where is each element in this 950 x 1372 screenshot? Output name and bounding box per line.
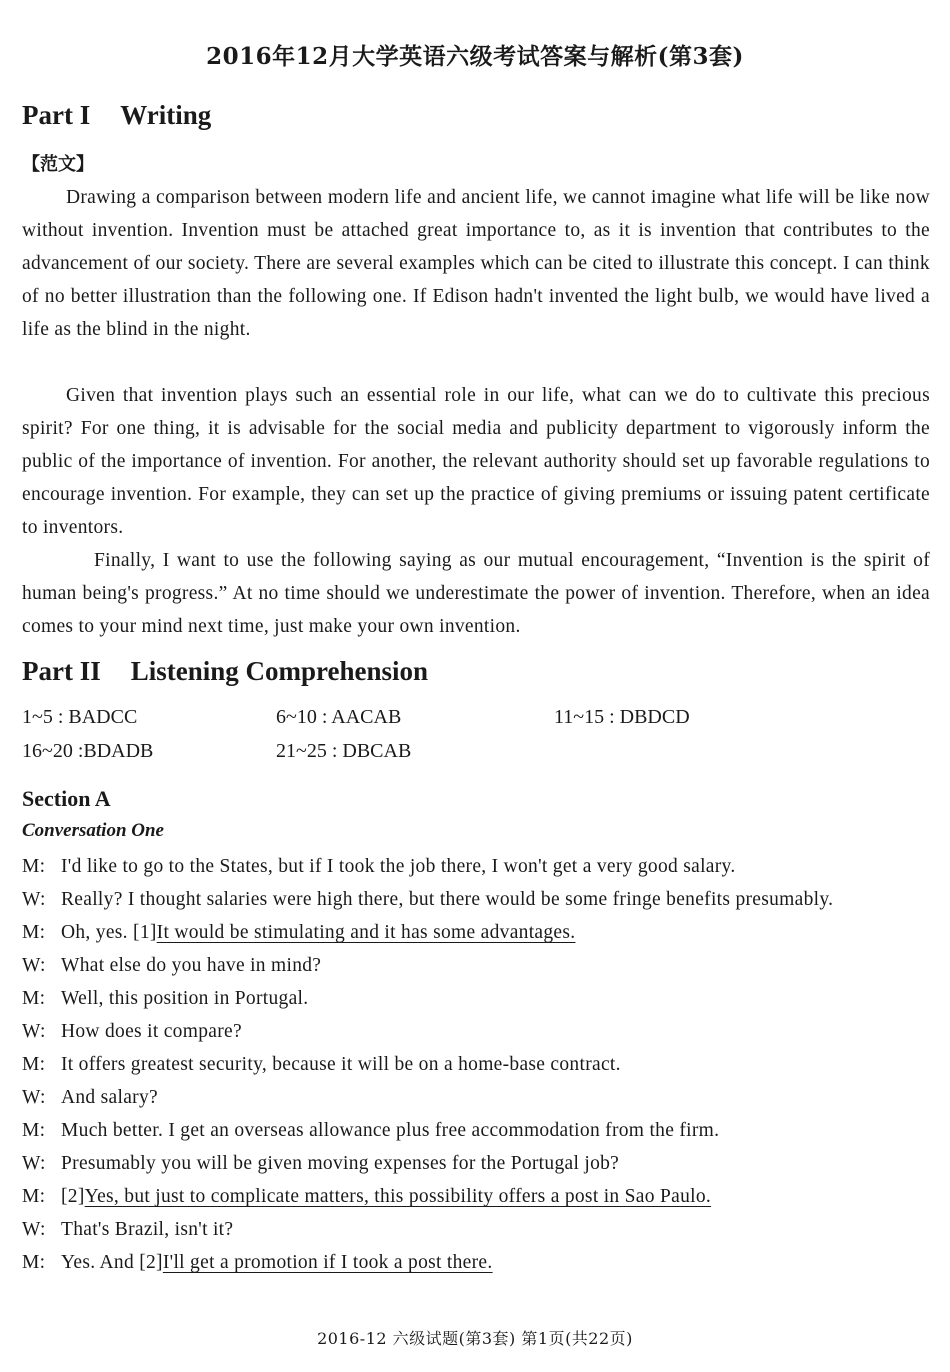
- speaker-label: W:: [22, 1219, 46, 1240]
- dialogue-line: M: I'd like to go to the States, but if I took the job there, I won't get a very good salary.: [22, 850, 930, 883]
- section-heading: Section A: [22, 786, 111, 811]
- dialogue-line: W: How does it compare?: [22, 1015, 930, 1048]
- part1-label: Part I: [22, 100, 91, 130]
- answer-item: 11~15 : DBDCD: [554, 706, 690, 728]
- answer-item: 21~25 : DBCAB: [276, 740, 412, 762]
- speaker-label: W:: [22, 1087, 46, 1108]
- dialogue-line: W: Really? I thought salaries were high there, but there would be some fringe benefits presumably.: [22, 883, 930, 916]
- dialogue-line: W: What else do you have in mind?: [22, 949, 930, 982]
- speaker-label: M:: [22, 922, 46, 943]
- dialogue-line: W: That's Brazil, isn't it?: [22, 1213, 930, 1246]
- speaker-label: M:: [22, 1186, 46, 1207]
- speaker-label: M:: [22, 1054, 46, 1075]
- part2-name: Listening Comprehension: [130, 656, 429, 686]
- speaker-label: W:: [22, 889, 46, 910]
- conversation-heading: Conversation One: [22, 820, 164, 841]
- part2-label: Part II: [22, 656, 101, 686]
- speaker-label: M:: [22, 1252, 46, 1273]
- dialogue-line: M: Well, this position in Portugal.: [22, 982, 930, 1015]
- dialogue-line: M: Yes. And [2]I'll get a promotion if I took a post there.: [22, 1246, 930, 1279]
- dialogue-line: M: [2]Yes, but just to complicate matters, this possibility offers a post in Sao Paulo.: [22, 1180, 930, 1213]
- speaker-label: M:: [22, 988, 46, 1009]
- speaker-label: W:: [22, 1153, 46, 1174]
- essay-paragraph-3: Finally, I want to use the following saying as our mutual encouragement, “Invention is the spirit of human being's progress.” At no time should we underestimate the power of invention. Therefore, when an idea comes to your mind next time, just make your own invention.: [22, 550, 930, 637]
- answer-item: 16~20 :BDADB: [22, 740, 154, 762]
- dialogue-line: M: Much better. I get an overseas allowance plus free accommodation from the firm.: [22, 1114, 930, 1147]
- speaker-label: M:: [22, 1120, 46, 1141]
- speaker-label: W:: [22, 955, 46, 976]
- dialogue-line: W: And salary?: [22, 1081, 930, 1114]
- speaker-label: M:: [22, 856, 46, 877]
- page-footer: 2016-12 六级试题(第3套) 第1页(共22页): [317, 1329, 633, 1348]
- dialogue-line: W: Presumably you will be given moving expenses for the Portugal job?: [22, 1147, 930, 1180]
- speaker-label: W:: [22, 1021, 46, 1042]
- underlined-answer: Yes, but just to complicate matters, this possibility offers a post in Sao Paulo.: [84, 1186, 712, 1207]
- page-title: 2016年12月大学英语六级考试答案与解析(第3套): [206, 43, 744, 70]
- answer-item: 6~10 : AACAB: [276, 706, 402, 728]
- underlined-answer: It would be stimulating and it has some advantages.: [156, 922, 576, 943]
- essay-paragraph-1: Drawing a comparison between modern life and ancient life, we cannot imagine what life will be like now without invention. Invention must be attached great importance to, as it is invention that contributes to the advancement of our society. There are several examples which can be cited to illustrate this concept. I can think of no better illustration than the following one. If Edison hadn't invented the light bulb, we would have lived a life as the blind in the night.: [22, 187, 930, 340]
- dialogue: [22, 850, 930, 1279]
- part1-name: Writing: [120, 100, 212, 130]
- answer-item: 1~5 : BADCC: [22, 706, 138, 728]
- sample-essay-label: 【范文】: [22, 154, 94, 175]
- part1-heading: [22, 100, 211, 131]
- essay-paragraph-2: Given that invention plays such an essential role in our life, what can we do to cultivate this precious spirit? For one thing, it is advisable for the social media and publicity department to vigorously inform the public of the importance of invention. For another, the relevant authority should set up favorable regulations to encourage invention. For example, they can set up the practice of giving premiums or issuing patent certificate to inventors.: [22, 385, 930, 538]
- underlined-answer: I'll get a promotion if I took a post there.: [162, 1252, 493, 1273]
- part2-heading: [22, 656, 428, 687]
- dialogue-line: M: Oh, yes. [1]It would be stimulating and it has some advantages.: [22, 916, 930, 949]
- dialogue-line: M: It offers greatest security, because it will be on a home-base contract.: [22, 1048, 930, 1081]
